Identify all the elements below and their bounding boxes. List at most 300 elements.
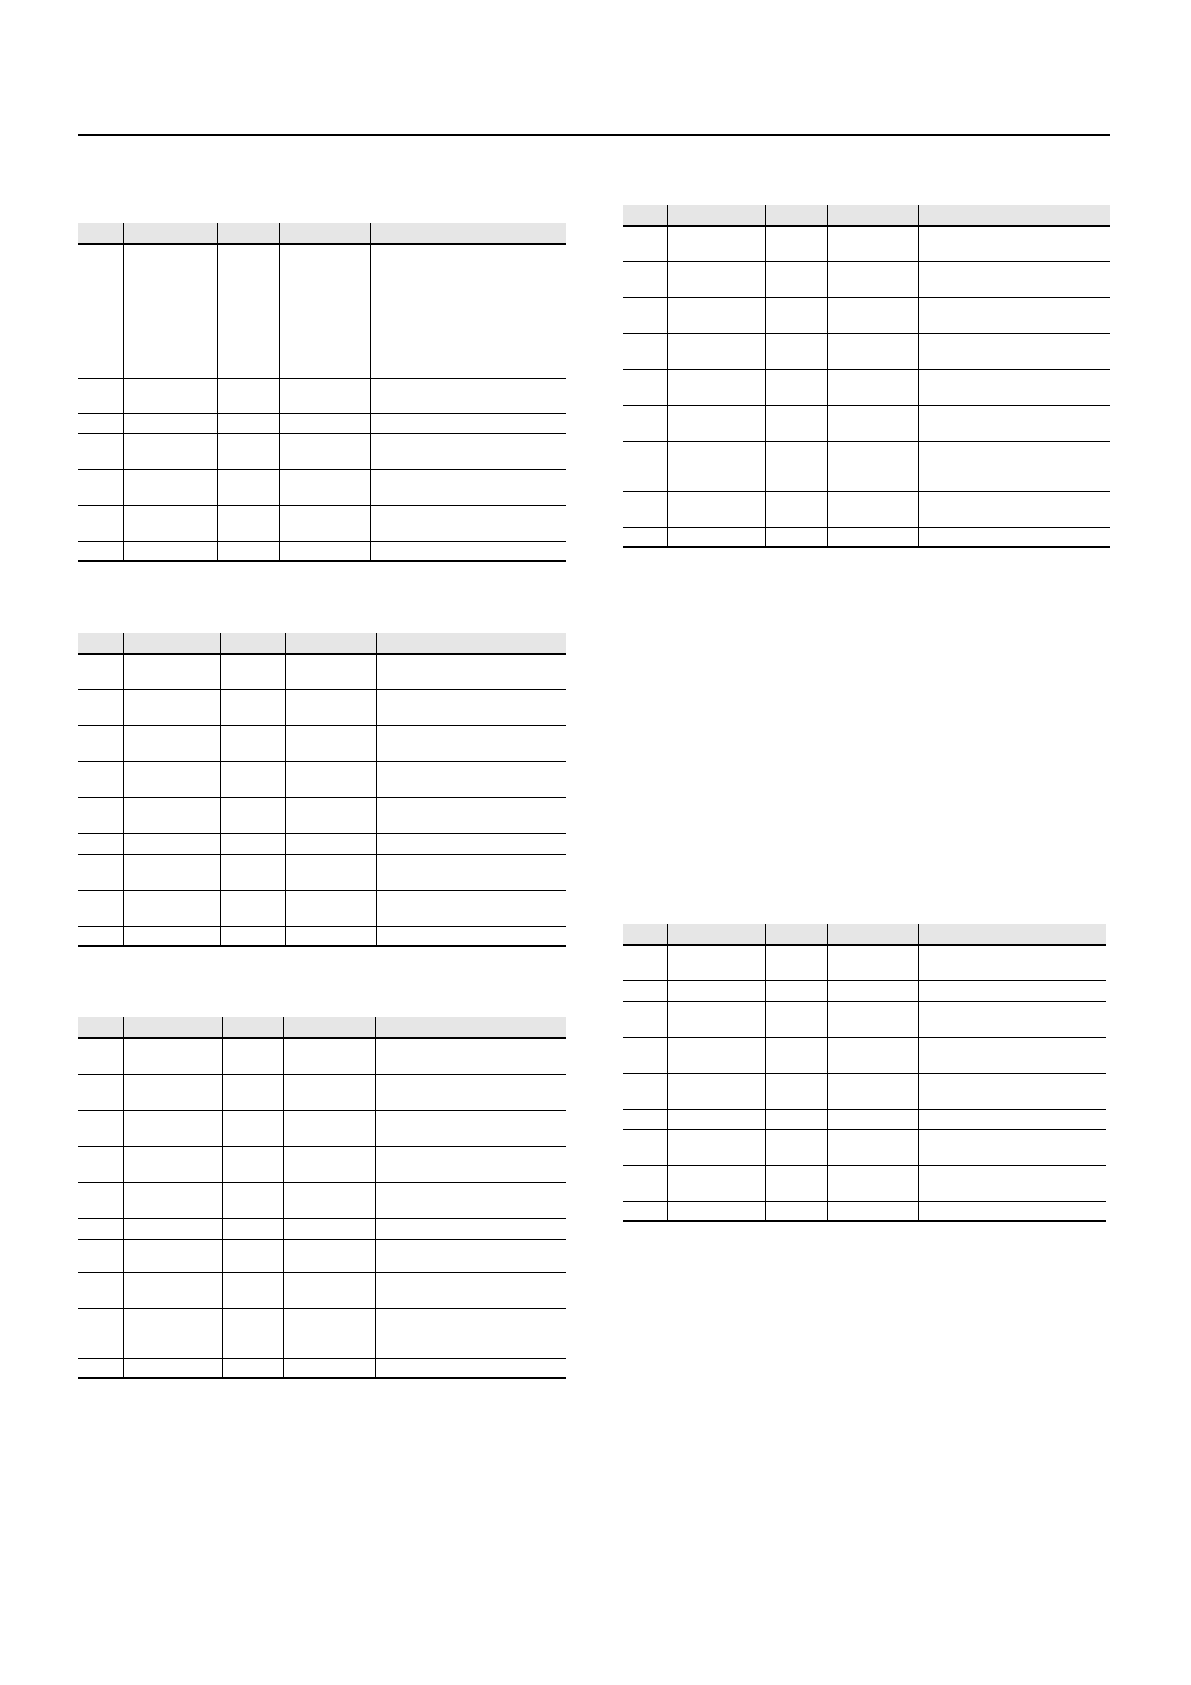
table-header-row (78, 1017, 566, 1038)
table-cell (123, 413, 217, 433)
table-cell (217, 541, 279, 561)
table-cell (375, 1358, 566, 1378)
header-cell (667, 205, 765, 226)
table-cell (623, 405, 667, 441)
table-cell (123, 854, 220, 890)
table-cell (123, 541, 217, 561)
table-cell (667, 333, 765, 369)
table-cell (123, 1146, 222, 1182)
header-cell (376, 633, 566, 654)
table-row (623, 945, 1106, 980)
table-cell (220, 854, 285, 890)
header-cell (765, 924, 827, 945)
table-cell (283, 1272, 375, 1308)
table-cell (376, 890, 566, 926)
table-row (78, 761, 566, 797)
table-cell (123, 1272, 222, 1308)
table-cell (623, 491, 667, 527)
table-header-row (623, 924, 1106, 945)
table-cell (765, 441, 827, 491)
table-cell (827, 1109, 918, 1129)
table-cell (918, 261, 1110, 297)
table-cell (123, 725, 220, 761)
table-cell (220, 761, 285, 797)
table-cell (78, 1218, 123, 1239)
table-cell (623, 1037, 667, 1073)
table-row (78, 1272, 566, 1308)
table-cell (375, 1239, 566, 1272)
table-cell (123, 244, 217, 378)
header-cell (220, 633, 285, 654)
table-row (78, 505, 566, 541)
table-cell (78, 797, 123, 833)
table-cell (827, 1129, 918, 1165)
table-cell (827, 441, 918, 491)
table-cell (827, 1201, 918, 1221)
table-cell (623, 226, 667, 261)
table-cell (285, 797, 376, 833)
table-cell (123, 433, 217, 469)
table-cell (285, 689, 376, 725)
table-cell (918, 369, 1110, 405)
table-row (623, 1037, 1106, 1073)
table-cell (376, 833, 566, 854)
table-cell (78, 505, 123, 541)
table-cell (78, 725, 123, 761)
table-cell (667, 491, 765, 527)
table-cell (370, 244, 566, 378)
table-cell (78, 469, 123, 505)
table-cell (376, 725, 566, 761)
table-row (623, 491, 1110, 527)
table-cell (667, 1073, 765, 1109)
table-cell (827, 491, 918, 527)
table-2 (78, 633, 566, 947)
table-cell (667, 1201, 765, 1221)
table-cell (827, 297, 918, 333)
table-cell (765, 333, 827, 369)
table-5 (623, 924, 1106, 1222)
header-cell (623, 205, 667, 226)
table-cell (78, 1308, 123, 1358)
table-cell (285, 854, 376, 890)
table-cell (370, 541, 566, 561)
header-cell (123, 633, 220, 654)
table-cell (222, 1038, 283, 1074)
table-cell (765, 945, 827, 980)
table-cell (123, 890, 220, 926)
table-cell (78, 1272, 123, 1308)
table-cell (376, 926, 566, 946)
table-cell (623, 333, 667, 369)
table-row (623, 261, 1110, 297)
table-cell (623, 297, 667, 333)
table-header-row (78, 633, 566, 654)
table-row (78, 541, 566, 561)
table-cell (375, 1308, 566, 1358)
table-cell (78, 413, 123, 433)
table-row (78, 1038, 566, 1074)
table-row (623, 369, 1110, 405)
table-row (623, 980, 1106, 1001)
table-cell (918, 1129, 1106, 1165)
header-cell (370, 223, 566, 244)
table-cell (918, 1037, 1106, 1073)
table-cell (376, 854, 566, 890)
table-cell (279, 469, 370, 505)
table-cell (623, 1201, 667, 1221)
table-row (78, 797, 566, 833)
table-cell (78, 1074, 123, 1110)
table-row (78, 1146, 566, 1182)
table-cell (827, 405, 918, 441)
table-cell (370, 433, 566, 469)
table-row (78, 1358, 566, 1378)
table-row (78, 1218, 566, 1239)
table-cell (78, 926, 123, 946)
table-cell (217, 433, 279, 469)
table-cell (827, 261, 918, 297)
table-cell (667, 405, 765, 441)
table-cell (78, 890, 123, 926)
table-cell (765, 405, 827, 441)
table-cell (765, 527, 827, 547)
table-1 (78, 223, 566, 562)
table-cell (827, 980, 918, 1001)
table-cell (375, 1074, 566, 1110)
table-cell (623, 1129, 667, 1165)
table-cell (667, 527, 765, 547)
table-cell (667, 1165, 765, 1201)
table-cell (283, 1110, 375, 1146)
header-cell (765, 205, 827, 226)
table-row (78, 890, 566, 926)
table-cell (765, 1037, 827, 1073)
table-cell (78, 1110, 123, 1146)
table-cell (279, 413, 370, 433)
header-cell (217, 223, 279, 244)
table-row (78, 469, 566, 505)
table-cell (667, 945, 765, 980)
table-cell (765, 261, 827, 297)
table-cell (283, 1308, 375, 1358)
table-row (78, 725, 566, 761)
table-cell (222, 1239, 283, 1272)
table-cell (279, 433, 370, 469)
table-cell (827, 1037, 918, 1073)
header-cell (283, 1017, 375, 1038)
table-cell (623, 1073, 667, 1109)
table-cell (123, 1038, 222, 1074)
table-cell (827, 1001, 918, 1037)
table-cell (667, 261, 765, 297)
table-cell (623, 369, 667, 405)
table-cell (222, 1272, 283, 1308)
table-cell (123, 833, 220, 854)
table-cell (370, 469, 566, 505)
table-row (78, 413, 566, 433)
table-row (623, 441, 1110, 491)
table-cell (623, 1001, 667, 1037)
table-row (78, 1074, 566, 1110)
table-cell (375, 1146, 566, 1182)
table-cell (765, 297, 827, 333)
header-cell (375, 1017, 566, 1038)
header-cell (285, 633, 376, 654)
table-cell (765, 1129, 827, 1165)
table-cell (78, 1038, 123, 1074)
table-cell (765, 369, 827, 405)
table-row (78, 833, 566, 854)
table-row (78, 689, 566, 725)
header-cell (918, 924, 1106, 945)
table-cell (827, 369, 918, 405)
table-cell (667, 980, 765, 1001)
table-row (78, 1182, 566, 1218)
table-cell (222, 1146, 283, 1182)
table-cell (667, 226, 765, 261)
table-row (623, 405, 1110, 441)
table-cell (918, 1001, 1106, 1037)
header-cell (78, 223, 123, 244)
table-cell (765, 491, 827, 527)
table-cell (123, 1074, 222, 1110)
table-cell (220, 833, 285, 854)
table-cell (123, 469, 217, 505)
table-row (78, 654, 566, 689)
table-cell (123, 1182, 222, 1218)
table-cell (222, 1074, 283, 1110)
header-cell (78, 1017, 123, 1038)
table-cell (123, 689, 220, 725)
table-row (78, 1308, 566, 1358)
table-cell (765, 226, 827, 261)
table-cell (222, 1358, 283, 1378)
table-cell (376, 797, 566, 833)
table-cell (827, 333, 918, 369)
table-cell (283, 1239, 375, 1272)
table-row (623, 1201, 1106, 1221)
table-cell (78, 854, 123, 890)
table-row (78, 854, 566, 890)
table-cell (217, 413, 279, 433)
table-cell (765, 1165, 827, 1201)
table-cell (918, 333, 1110, 369)
table-cell (78, 1182, 123, 1218)
table-cell (123, 761, 220, 797)
table-cell (623, 945, 667, 980)
table-cell (222, 1182, 283, 1218)
table-row (623, 1109, 1106, 1129)
table-cell (123, 1218, 222, 1239)
table-cell (123, 1239, 222, 1272)
header-cell (222, 1017, 283, 1038)
table-cell (78, 378, 123, 413)
table-cell (827, 1073, 918, 1109)
table-cell (220, 689, 285, 725)
table-row (623, 333, 1110, 369)
table-cell (283, 1358, 375, 1378)
table-cell (279, 541, 370, 561)
table-cell (283, 1218, 375, 1239)
table-row (623, 226, 1110, 261)
table-cell (279, 505, 370, 541)
table-cell (78, 433, 123, 469)
table-cell (78, 654, 123, 689)
table-cell (222, 1110, 283, 1146)
table-cell (279, 378, 370, 413)
table-cell (667, 441, 765, 491)
table-cell (918, 226, 1110, 261)
page-header-rule (78, 134, 1110, 136)
table-cell (222, 1308, 283, 1358)
table-cell (667, 369, 765, 405)
table-cell (78, 1239, 123, 1272)
header-cell (918, 205, 1110, 226)
table-cell (918, 527, 1110, 547)
table-row (78, 1239, 566, 1272)
header-cell (623, 924, 667, 945)
header-cell (123, 1017, 222, 1038)
table-cell (217, 469, 279, 505)
table-row (623, 1073, 1106, 1109)
table-cell (667, 297, 765, 333)
table-cell (220, 797, 285, 833)
table-cell (222, 1218, 283, 1239)
table-row (623, 1001, 1106, 1037)
table-cell (765, 1001, 827, 1037)
table-cell (623, 261, 667, 297)
table-cell (123, 1358, 222, 1378)
table-cell (827, 527, 918, 547)
table-cell (78, 1358, 123, 1378)
table-cell (376, 761, 566, 797)
table-cell (765, 1201, 827, 1221)
table-3 (78, 1017, 566, 1379)
table-cell (285, 833, 376, 854)
table-cell (123, 378, 217, 413)
table-cell (285, 926, 376, 946)
table-cell (918, 1201, 1106, 1221)
table-cell (667, 1037, 765, 1073)
table-cell (279, 244, 370, 378)
table-cell (78, 689, 123, 725)
table-cell (827, 226, 918, 261)
table-cell (220, 890, 285, 926)
table-cell (918, 1109, 1106, 1129)
table-cell (123, 505, 217, 541)
table-cell (285, 725, 376, 761)
table-cell (217, 378, 279, 413)
table-cell (765, 980, 827, 1001)
table-cell (765, 1109, 827, 1129)
table-cell (78, 761, 123, 797)
header-cell (78, 633, 123, 654)
table-cell (918, 491, 1110, 527)
table-cell (285, 761, 376, 797)
table-cell (623, 1109, 667, 1129)
table-cell (376, 654, 566, 689)
header-cell (827, 205, 918, 226)
table-cell (78, 1146, 123, 1182)
table-cell (765, 1073, 827, 1109)
table-cell (918, 945, 1106, 980)
table-cell (283, 1074, 375, 1110)
table-cell (375, 1110, 566, 1146)
table-cell (623, 1165, 667, 1201)
table-cell (217, 244, 279, 378)
header-cell (123, 223, 217, 244)
table-row (623, 1129, 1106, 1165)
table-cell (623, 980, 667, 1001)
table-cell (375, 1272, 566, 1308)
header-cell (667, 924, 765, 945)
table-cell (918, 405, 1110, 441)
table-cell (918, 441, 1110, 491)
table-cell (667, 1129, 765, 1165)
table-cell (667, 1109, 765, 1129)
table-header-row (78, 223, 566, 244)
table-cell (78, 541, 123, 561)
table-cell (375, 1038, 566, 1074)
table-cell (283, 1038, 375, 1074)
table-cell (376, 689, 566, 725)
table-cell (375, 1218, 566, 1239)
table-4 (623, 205, 1110, 548)
table-cell (827, 1165, 918, 1201)
table-header-row (623, 205, 1110, 226)
table-cell (283, 1182, 375, 1218)
table-cell (123, 1308, 222, 1358)
table-cell (918, 980, 1106, 1001)
table-cell (123, 654, 220, 689)
header-cell (827, 924, 918, 945)
table-cell (78, 244, 123, 378)
table-cell (217, 505, 279, 541)
table-cell (623, 441, 667, 491)
table-row (623, 1165, 1106, 1201)
table-cell (123, 1110, 222, 1146)
table-cell (918, 1165, 1106, 1201)
table-row (78, 926, 566, 946)
table-cell (285, 654, 376, 689)
table-cell (375, 1182, 566, 1218)
table-cell (78, 833, 123, 854)
table-cell (285, 890, 376, 926)
table-cell (220, 654, 285, 689)
table-row (623, 297, 1110, 333)
table-cell (827, 945, 918, 980)
table-cell (123, 926, 220, 946)
table-cell (370, 378, 566, 413)
table-row (623, 527, 1110, 547)
table-cell (370, 505, 566, 541)
table-cell (220, 725, 285, 761)
table-cell (918, 1073, 1106, 1109)
table-row (78, 433, 566, 469)
table-row (78, 244, 566, 378)
header-cell (279, 223, 370, 244)
table-cell (370, 413, 566, 433)
table-cell (220, 926, 285, 946)
table-cell (667, 1001, 765, 1037)
table-cell (623, 527, 667, 547)
table-row (78, 378, 566, 413)
table-cell (283, 1146, 375, 1182)
table-cell (123, 797, 220, 833)
table-row (78, 1110, 566, 1146)
table-cell (918, 297, 1110, 333)
